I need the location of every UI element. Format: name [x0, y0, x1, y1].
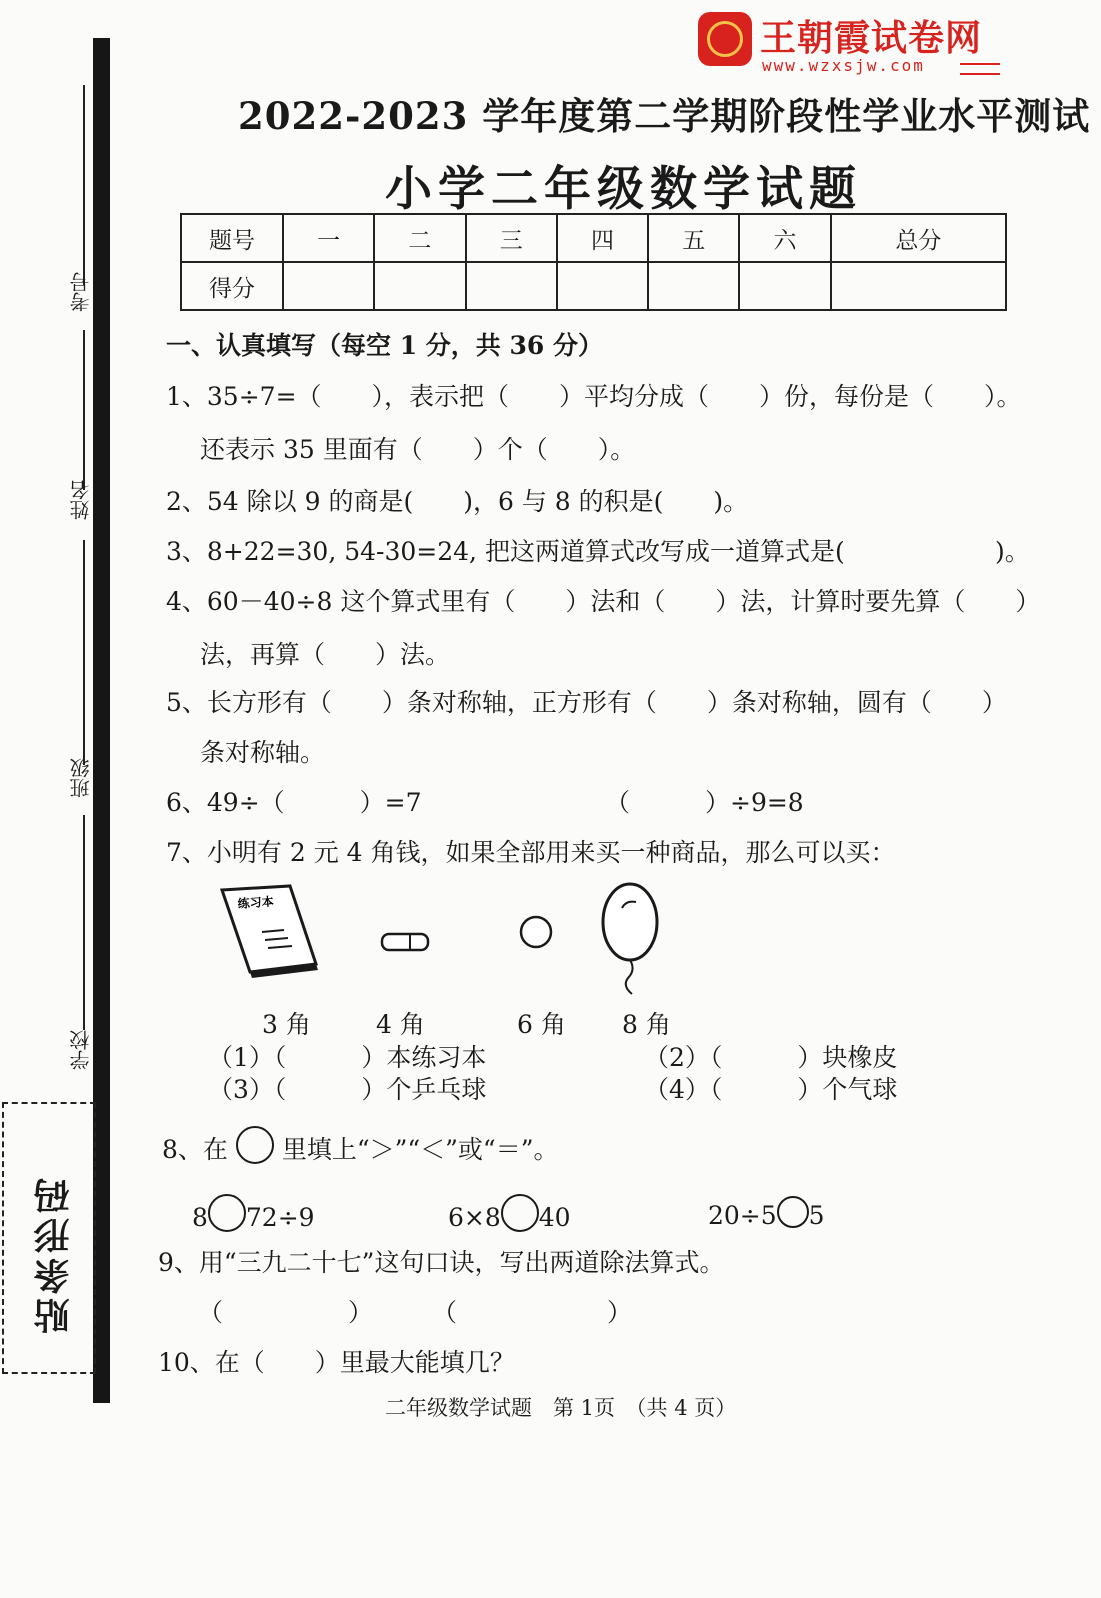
comparison-left: 20÷5	[708, 1201, 777, 1230]
question-5: 5、长方形有（ ）条对称轴，正方形有（ ）条对称轴，圆有（ ）	[166, 688, 1007, 717]
question-7-2: （2）（ ）块橡皮	[644, 1043, 898, 1072]
table-cell	[283, 262, 374, 310]
eraser-icon	[382, 934, 428, 950]
balloon-icon	[603, 884, 657, 994]
question-1: 1、35÷7=（ ），表示把（ ）平均分成（ ）份，每份是（ ）。	[166, 382, 1022, 411]
question-8-prefix: 8、在	[162, 1135, 228, 1164]
comparison-right: 40	[538, 1203, 571, 1232]
question-10: 10、在（ ）里最大能填几？	[158, 1348, 515, 1377]
price-ping-pong: 6 角	[517, 1010, 566, 1039]
exam-title: 小学二年级数学试题	[385, 162, 862, 217]
table-cell	[831, 262, 1006, 310]
table-cell: 四	[557, 214, 648, 262]
question-7-3: （3）（ ）个乒乓球	[208, 1075, 487, 1104]
table-row	[181, 214, 1006, 262]
table-row	[181, 262, 1006, 310]
question-7-4: （4）（ ）个气球	[644, 1075, 898, 1104]
items-illustration	[210, 880, 680, 1000]
table-cell: 六	[739, 214, 830, 262]
question-5-continued: 条对称轴。	[200, 738, 326, 767]
question-9-blank-1: （ ）	[198, 1298, 374, 1327]
circle-blank-icon	[501, 1194, 539, 1232]
table-cell: 五	[648, 214, 739, 262]
class-label: 班级	[69, 758, 93, 798]
comparison-left: 6×8	[448, 1203, 501, 1232]
question-7: 7、小明有 2 元 4 角钱，如果全部用来买一种商品，那么可以买：	[166, 838, 896, 867]
school-label: 学校	[69, 1030, 93, 1070]
comparison-b	[448, 1194, 571, 1232]
score-table	[180, 213, 1007, 311]
comparison-right: 72÷9	[245, 1203, 315, 1232]
table-cell: 得分	[181, 262, 283, 310]
table-cell: 总分	[831, 214, 1006, 262]
table-cell: 题号	[181, 214, 283, 262]
comparison-a	[192, 1194, 315, 1232]
question-6-a: 6、49÷（ ）=7	[166, 788, 422, 817]
table-cell: 三	[466, 214, 557, 262]
circle-blank-icon	[777, 1196, 809, 1228]
comparison-c	[708, 1196, 825, 1230]
table-cell: 二	[374, 214, 465, 262]
question-6-b: （ ）÷9=8	[605, 788, 804, 817]
exam-number-label: 考号	[69, 272, 93, 312]
table-cell	[739, 262, 830, 310]
comparison-right: 5	[808, 1201, 825, 1230]
question-4: 4、60－40÷8 这个算式里有（ ）法和（ ）法，计算时要先算（ ）	[166, 587, 1041, 616]
price-eraser: 4 角	[376, 1010, 425, 1039]
question-9-blank-2: （ ）	[432, 1298, 633, 1327]
price-balloon: 8 角	[622, 1010, 671, 1039]
question-2: 2、54 除以 9 的商是( )，6 与 8 的积是( )。	[166, 487, 749, 516]
price-notebook: 3 角	[262, 1010, 311, 1039]
margin-line	[83, 85, 85, 285]
table-cell	[557, 262, 648, 310]
question-7-1: （1）（ ）本练习本	[208, 1043, 487, 1072]
margin-line	[83, 815, 85, 1030]
table-cell	[648, 262, 739, 310]
exam-headline: 2022-2023 学年度第二学期阶段性学业水平测试	[238, 94, 1091, 138]
watermark-title: 王朝霞试卷网	[760, 18, 983, 59]
question-8	[162, 1126, 559, 1166]
question-3: 3、8+22=30, 54-30=24, 把这两道算式改写成一道算式是(	[166, 537, 845, 566]
margin-line	[83, 330, 85, 490]
question-3-end: )。	[995, 537, 1030, 566]
ping-pong-ball-icon	[521, 917, 551, 947]
table-cell	[374, 262, 465, 310]
question-4-continued: 法，再算（ ）法。	[200, 640, 451, 669]
comparison-left: 8	[192, 1203, 208, 1232]
table-cell: 一	[283, 214, 374, 262]
circle-blank-icon	[208, 1194, 246, 1232]
decorative-lines	[960, 63, 1000, 75]
barcode-area	[2, 1102, 96, 1374]
question-8-suffix: 里填上“＞”“＜”或“＝”。	[281, 1135, 559, 1164]
page-footer: 二年级数学试题 第 1页 （共 4 页）	[385, 1396, 737, 1420]
watermark-logo	[692, 8, 1002, 78]
question-1-continued: 还表示 35 里面有（ ）个（ ）。	[200, 435, 636, 464]
section-heading: 一、认真填写（每空 1 分，共 36 分）	[166, 331, 604, 360]
watermark-url: www.wzxsjw.com	[762, 56, 925, 75]
barcode-label: 贴条形码	[33, 1174, 75, 1334]
margin-line	[83, 540, 85, 765]
notebook-icon	[222, 886, 318, 978]
table-cell	[466, 262, 557, 310]
circle-blank-icon	[236, 1126, 274, 1164]
seal-icon	[698, 12, 752, 66]
question-9: 9、用“三九二十七”这句口诀，写出两道除法算式。	[158, 1248, 725, 1277]
notebook-cover-label: 练习本	[237, 894, 275, 911]
name-label: 姓名	[69, 480, 93, 520]
